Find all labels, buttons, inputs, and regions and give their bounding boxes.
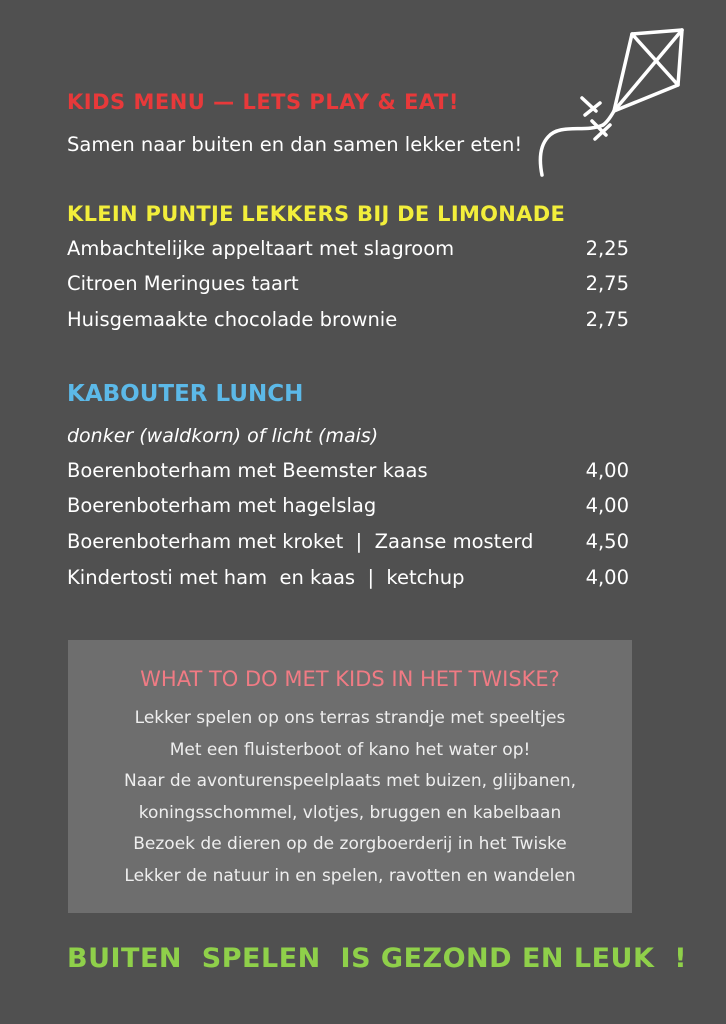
activities-list (68, 704, 632, 894)
menu-item-price: 4,00 (585, 566, 629, 589)
section-heading-snacks: KLEIN PUNTJE LEKKERS BIJ DE LIMONADE (67, 202, 566, 226)
menu-item (67, 272, 629, 302)
activity-line: Bezoek de dieren op de zorgboerderij in het Twiske (133, 834, 567, 855)
activity-line: Lekker spelen op ons terras strandje met speeltjes (134, 708, 566, 728)
menu-item (67, 566, 629, 596)
menu-item-price: 2,75 (585, 308, 629, 331)
kite-icon (530, 25, 695, 185)
menu-item-name: Citroen Meringues taart (67, 272, 299, 295)
activities-title: WHAT TO DO MET KIDS IN HET TWISKE? (140, 667, 560, 691)
section-heading-lunch: KABOUTER LUNCH (67, 381, 304, 407)
menu-item-price: 4,50 (585, 530, 629, 553)
page-title: KIDS MENU — LETS PLAY & EAT! (67, 90, 459, 114)
footer-slogan: BUITEN SPELEN IS GEZOND EN LEUK ! (67, 943, 688, 974)
activity-line: koningsschommel, vlotjes, bruggen en kabelbaan (138, 802, 562, 823)
menu-item-price: 2,25 (585, 237, 629, 260)
menu-item-name: Ambachtelijke appeltaart met slagroom (67, 237, 455, 260)
bread-choice-note: donker (waldkorn) of licht (mais) (67, 425, 379, 447)
menu-item-name: Boerenboterham met kroket | Zaanse mosterd (67, 530, 534, 553)
menu-item-name: Huisgemaakte chocolade brownie (67, 308, 398, 331)
menu-item (67, 459, 629, 489)
activities-info-box (68, 640, 632, 913)
menu-item (67, 308, 629, 338)
menu-item-name: Boerenboterham met hagelslag (67, 494, 377, 517)
menu-item-price: 4,00 (585, 459, 629, 482)
menu-item-name: Boerenboterham met Beemster kaas (67, 459, 428, 482)
menu-item (67, 237, 629, 267)
menu-item (67, 530, 629, 560)
activity-line: Met een fluisterboot of kano het water op! (169, 739, 531, 760)
page-subtitle: Samen naar buiten en dan samen lekker eten! (67, 133, 523, 156)
activity-line: Naar de avonturenspeelplaats met buizen, glijbanen, (123, 771, 577, 792)
activity-line: Lekker de natuur in en spelen, ravotten en wandelen (124, 865, 576, 886)
menu-item-name: Kindertosti met ham en kaas | ketchup (67, 566, 465, 589)
menu-item (67, 494, 629, 524)
menu-item-price: 2,75 (585, 272, 629, 295)
menu-item-price: 4,00 (585, 494, 629, 517)
